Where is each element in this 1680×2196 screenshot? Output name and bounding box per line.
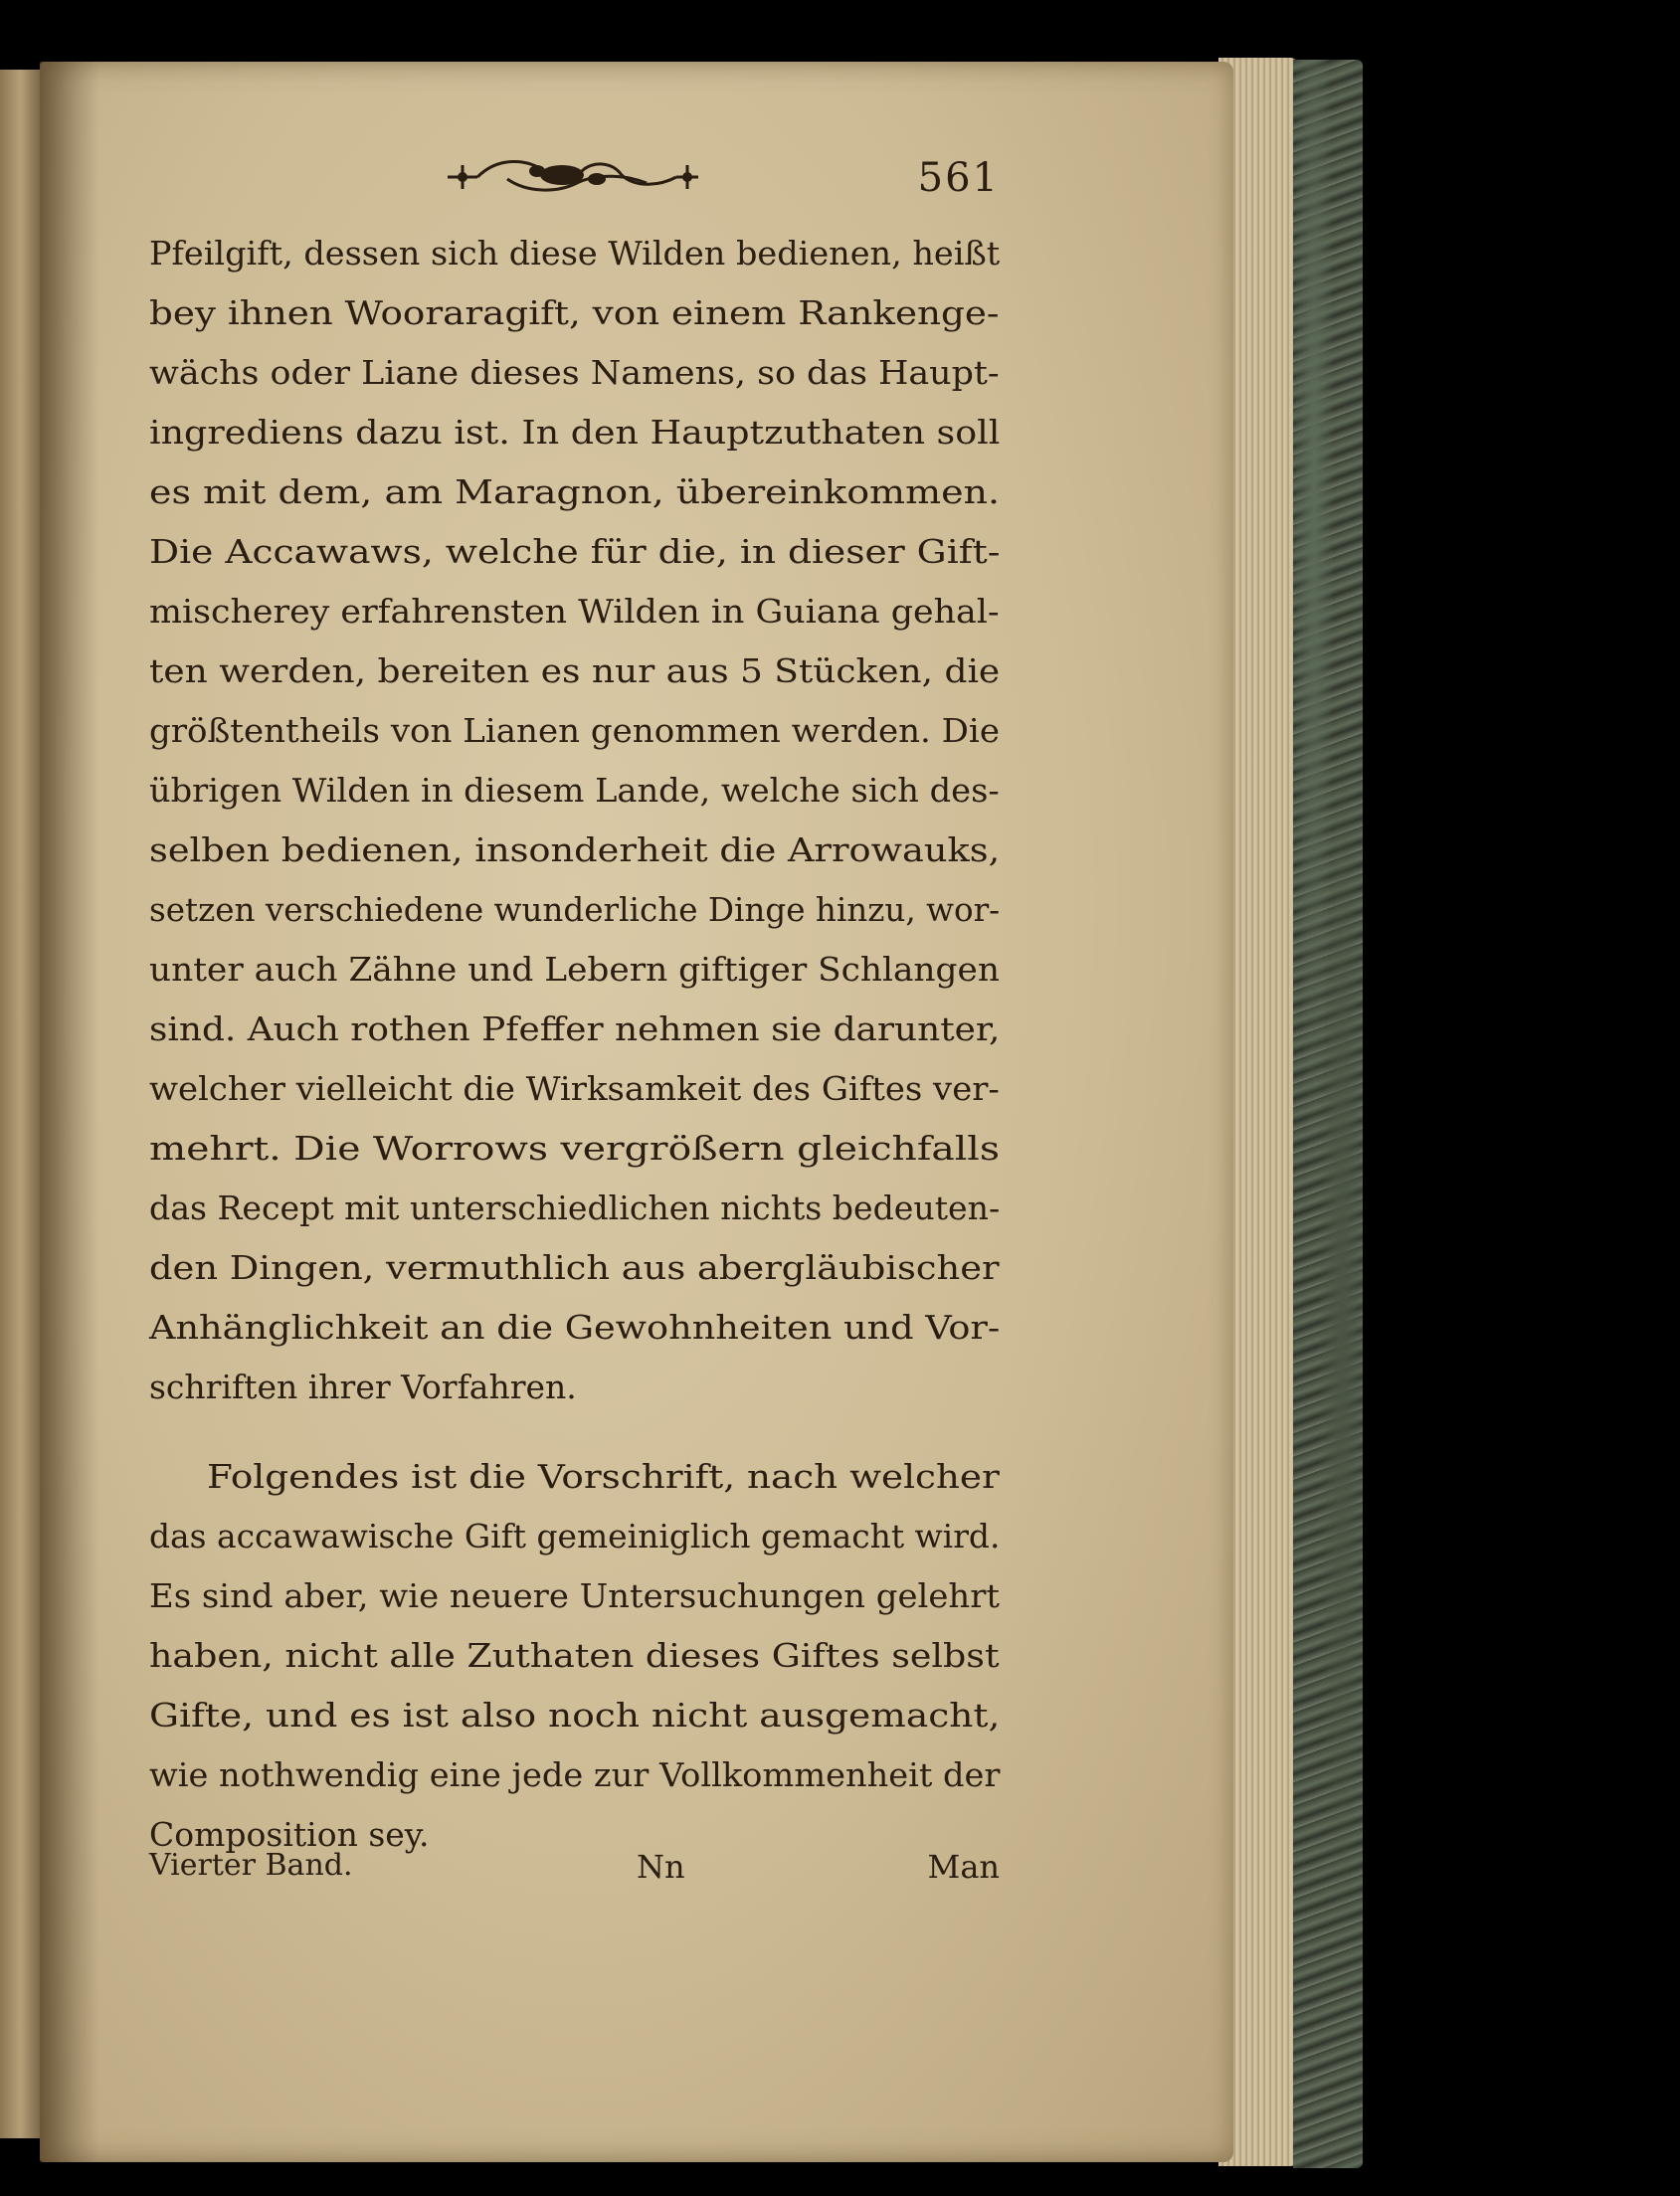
text-line: ten werden, bereiten es nur aus 5 Stücken, die xyxy=(149,651,1001,690)
text-line: unter auch Zähne und Lebern giftiger Schlangen xyxy=(149,950,1000,989)
text-line: Gifte, und es ist also noch nicht ausgemacht, xyxy=(149,1696,1001,1735)
left-page-edge xyxy=(0,70,45,2138)
text-line: übrigen Wilden in diesem Lande, welche sich des- xyxy=(149,771,1000,810)
header-ornament-icon xyxy=(438,149,706,199)
text-line: das accawawische Gift gemeiniglich gemacht wird. xyxy=(149,1517,1001,1556)
signature: Nn xyxy=(637,1848,685,1886)
text-line: wie nothwendig eine jede zur Vollkommenheit der xyxy=(149,1755,1001,1794)
text-line: selben bedienen, insonderheit die Arrowauks, xyxy=(149,830,1001,869)
text-line: Folgendes ist die Vorschrift, nach welcher xyxy=(207,1457,1000,1496)
text-line: Die Accawaws, welche für die, in dieser Gift- xyxy=(149,532,1001,571)
text-line: welcher vielleicht die Wirksamkeit des Giftes ver- xyxy=(149,1069,1000,1108)
signature-mark: Vierter Band. xyxy=(149,1848,353,1883)
text-line: schriften ihrer Vorfahren. xyxy=(149,1368,577,1406)
text-line: Anhänglichkeit an die Gewohnheiten und Vor- xyxy=(149,1308,1001,1347)
text-line: den Dingen, vermuthlich aus abergläubischer xyxy=(149,1248,1000,1287)
page-footer xyxy=(149,1848,1000,1898)
text-line: mischerey erfahrensten Wilden in Guiana gehal- xyxy=(149,592,1000,631)
text-line: größtentheils von Lianen genommen werden. Die xyxy=(149,711,1000,750)
text-line: wächs oder Liane dieses Namens, so das Haupt- xyxy=(149,353,1000,392)
marbled-cover xyxy=(1293,60,1363,2168)
page-number: 561 xyxy=(917,155,1000,201)
catchword: Man xyxy=(927,1848,1000,1886)
text-line: Composition sey. xyxy=(149,1815,430,1854)
text-line: sind. Auch rothen Pfeffer nehmen sie darunter, xyxy=(149,1009,1001,1048)
text-line: Es sind aber, wie neuere Untersuchungen gelehrt xyxy=(149,1576,1000,1615)
gutter-shadow xyxy=(40,62,99,2162)
text-line: haben, nicht alle Zuthaten dieses Giftes selbst xyxy=(149,1636,1000,1675)
text-line: Pfeilgift, dessen sich diese Wilden bedienen, heißt xyxy=(149,234,1001,273)
text-line: bey ihnen Wooraragift, von einem Rankenge- xyxy=(149,293,1000,332)
text-line: das Recept mit unterschiedlichen nichts bedeuten- xyxy=(149,1189,1001,1227)
page-header xyxy=(149,149,1000,209)
text-line: setzen verschiedene wunderliche Dinge hinzu, wor- xyxy=(149,890,1001,929)
text-line: ingrediens dazu ist. In den Hauptzuthaten soll xyxy=(149,413,1001,452)
text-line: mehrt. Die Worrows vergrößern gleichfalls xyxy=(149,1129,1001,1168)
text-line: es mit dem, am Maragnon, übereinkommen. xyxy=(149,472,1001,511)
